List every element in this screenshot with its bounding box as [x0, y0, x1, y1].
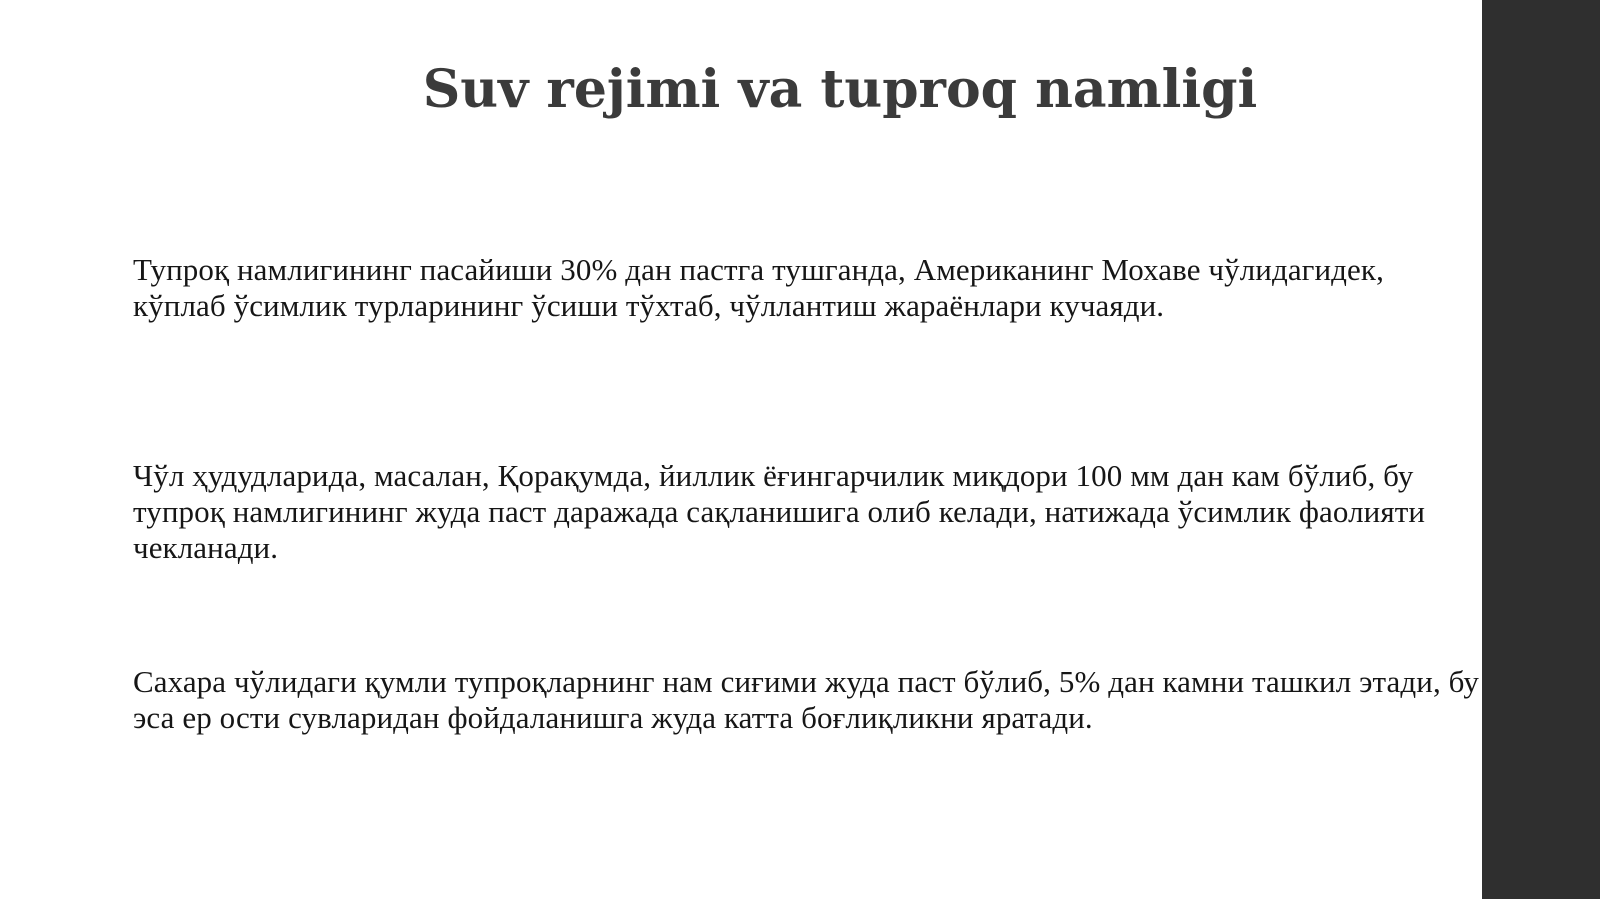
paragraph-karakum-rainfall: Чўл ҳудудларида, масалан, Қорақумда, йиллик ёғингарчилик миқдори 100 мм дан кам бўлиб, бу тупроқ намлигининг жуда паст даражада сақланишига олиб келади, натижада ўсимлик фаолияти чекланади.: [133, 458, 1426, 565]
side-bar-decoration: [1482, 0, 1600, 899]
paragraph-sahara-sandy-soils: Сахара чўлидаги қумли тупроқларнинг нам сиғими жуда паст бўлиб, 5% дан камни ташкил этади, бу эса ер ости сувларидан фойдаланишга жуда катта боғлиқликни яратади.: [133, 664, 1479, 735]
slide-title: Suv rejimi va tuproq namligi: [422, 59, 1258, 120]
paragraph-soil-moisture-mojave: Тупроқ намлигининг пасайиши 30% дан пастга тушганда, Американинг Мохаве чўлидагидек, кўплаб ўсимлик турларининг ўсиши тўхтаб, чўллантиш жараёнлари кучаяди.: [133, 252, 1384, 323]
